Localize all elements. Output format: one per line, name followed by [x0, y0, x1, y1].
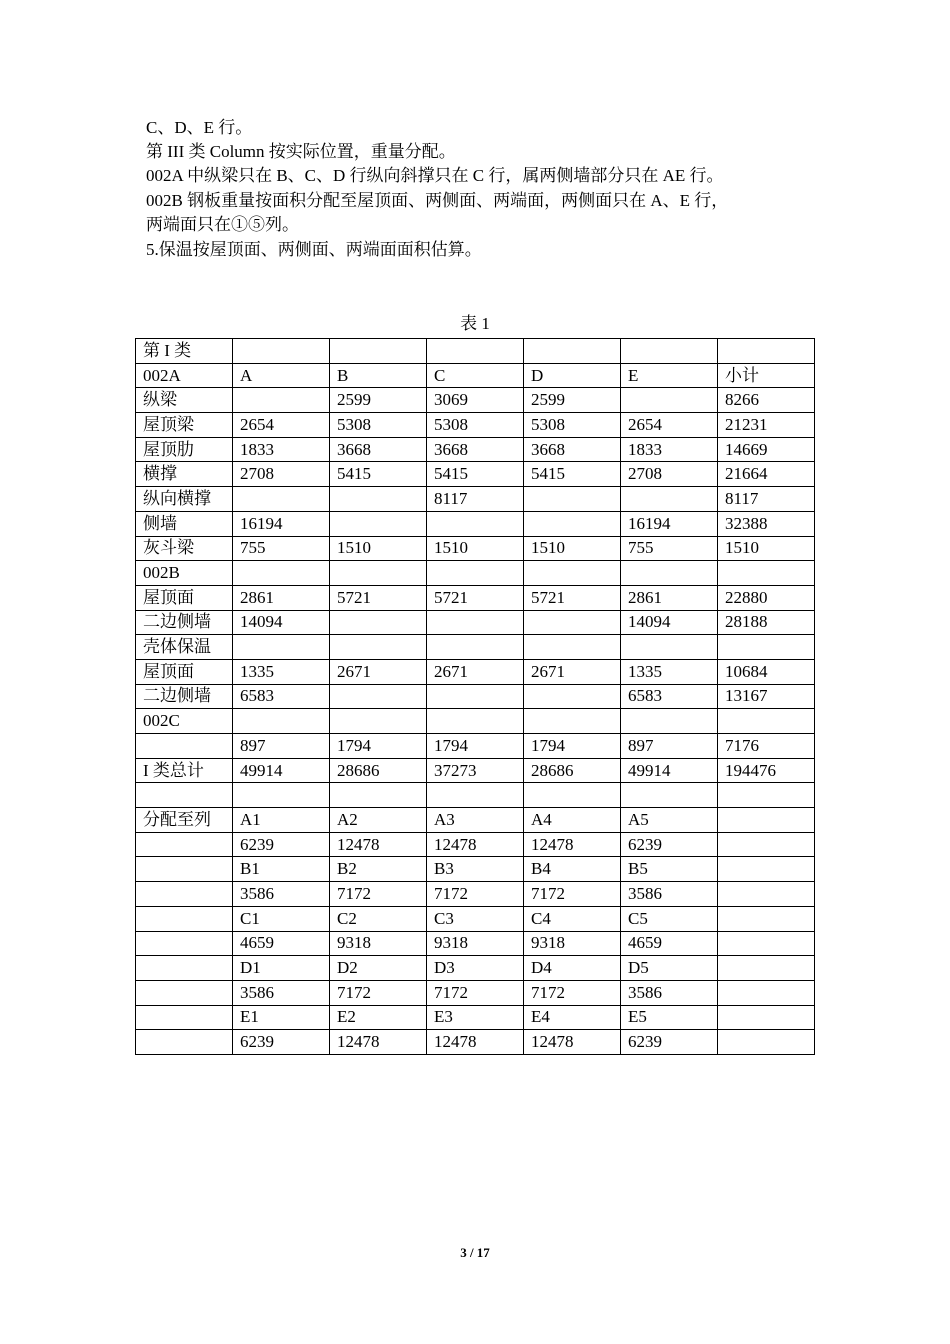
table-cell: 49914: [621, 758, 718, 783]
table-cell: [524, 783, 621, 808]
table-cell: 12478: [330, 832, 427, 857]
paragraph-line: C、D、E 行。: [146, 118, 253, 137]
table-cell: [136, 1005, 233, 1030]
table-cell: E: [621, 363, 718, 388]
table-cell: 灰斗梁: [136, 536, 233, 561]
table-cell: 2861: [233, 585, 330, 610]
table-cell: 1335: [233, 659, 330, 684]
table-cell: [621, 339, 718, 364]
table-cell: 002B: [136, 561, 233, 586]
table-cell: B2: [330, 857, 427, 882]
table-row: [136, 1005, 815, 1030]
table-cell: E4: [524, 1005, 621, 1030]
table-row: [136, 808, 815, 833]
table-body: [136, 339, 815, 1055]
table-cell: 002A: [136, 363, 233, 388]
table-cell: [233, 783, 330, 808]
table-cell: E3: [427, 1005, 524, 1030]
table-row: [136, 783, 815, 808]
table-cell: 二边侧墙: [136, 684, 233, 709]
table-row: [136, 561, 815, 586]
page-number: 3 / 17: [460, 1245, 490, 1260]
table-cell: 2671: [330, 659, 427, 684]
table-row: [136, 635, 815, 660]
table-cell: [330, 783, 427, 808]
table-cell: 14094: [621, 610, 718, 635]
table-cell: 2654: [621, 413, 718, 438]
table-cell: [621, 783, 718, 808]
table-cell: 14669: [718, 437, 815, 462]
table-cell: [136, 931, 233, 956]
table-cell: 9318: [330, 931, 427, 956]
table-cell: [621, 709, 718, 734]
table-cell: 5308: [330, 413, 427, 438]
table-cell: 横撑: [136, 462, 233, 487]
table-cell: 12478: [524, 832, 621, 857]
table-cell: 3586: [621, 980, 718, 1005]
table-cell: [524, 684, 621, 709]
table-cell: 4659: [233, 931, 330, 956]
table-cell: 194476: [718, 758, 815, 783]
table-cell: [330, 511, 427, 536]
table-cell: [330, 610, 427, 635]
table-cell: [427, 610, 524, 635]
table-cell: C2: [330, 906, 427, 931]
table-cell: [136, 857, 233, 882]
table-cell: 16194: [233, 511, 330, 536]
table-cell: 壳体保温: [136, 635, 233, 660]
table-cell: [136, 783, 233, 808]
table-cell: 21231: [718, 413, 815, 438]
table-cell: 28686: [524, 758, 621, 783]
table-cell: 5415: [524, 462, 621, 487]
table-row: [136, 585, 815, 610]
table-row: [136, 462, 815, 487]
table-cell: B3: [427, 857, 524, 882]
table-cell: 755: [621, 536, 718, 561]
table-cell: [524, 561, 621, 586]
table-cell: [718, 808, 815, 833]
table-row: [136, 980, 815, 1005]
table-cell: [524, 339, 621, 364]
table-cell: D3: [427, 956, 524, 981]
table-cell: C1: [233, 906, 330, 931]
table-cell: A4: [524, 808, 621, 833]
table-cell: 分配至列: [136, 808, 233, 833]
table-cell: 13167: [718, 684, 815, 709]
table-cell: 屋顶面: [136, 659, 233, 684]
table-cell: 21664: [718, 462, 815, 487]
table-cell: 5308: [524, 413, 621, 438]
table-cell: [718, 783, 815, 808]
table-cell: A1: [233, 808, 330, 833]
table-cell: 002C: [136, 709, 233, 734]
table-cell: 3668: [427, 437, 524, 462]
table-cell: 3668: [330, 437, 427, 462]
table-cell: A5: [621, 808, 718, 833]
table-cell: [718, 931, 815, 956]
table-cell: 6583: [621, 684, 718, 709]
table-cell: C: [427, 363, 524, 388]
table-row: [136, 1030, 815, 1055]
table-cell: [233, 339, 330, 364]
table-cell: [718, 1030, 815, 1055]
table-cell: 5721: [524, 585, 621, 610]
table-row: [136, 339, 815, 364]
table-cell: [330, 561, 427, 586]
table-cell: 2671: [427, 659, 524, 684]
table-cell: C3: [427, 906, 524, 931]
table-cell: 1833: [621, 437, 718, 462]
table-cell: 1510: [330, 536, 427, 561]
table-cell: [524, 511, 621, 536]
table-cell: [718, 709, 815, 734]
table-cell: 2654: [233, 413, 330, 438]
table-cell: I 类总计: [136, 758, 233, 783]
table-cell: D2: [330, 956, 427, 981]
table-cell: 7172: [524, 980, 621, 1005]
table-cell: 755: [233, 536, 330, 561]
table-cell: [233, 487, 330, 512]
data-table: [135, 338, 815, 1055]
table-cell: 9318: [427, 931, 524, 956]
table-cell: [136, 734, 233, 759]
table-cell: 2671: [524, 659, 621, 684]
table-row: [136, 734, 815, 759]
table-cell: 897: [621, 734, 718, 759]
table-cell: 3586: [233, 980, 330, 1005]
table-cell: 屋顶肋: [136, 437, 233, 462]
table-cell: C5: [621, 906, 718, 931]
table-row: [136, 758, 815, 783]
table-cell: [718, 832, 815, 857]
table-cell: 9318: [524, 931, 621, 956]
table-cell: 纵向横撑: [136, 487, 233, 512]
table-cell: 8117: [718, 487, 815, 512]
table-cell: 6239: [233, 1030, 330, 1055]
table-cell: 二边侧墙: [136, 610, 233, 635]
table-cell: [427, 635, 524, 660]
table-cell: 纵梁: [136, 388, 233, 413]
table-cell: 6239: [621, 832, 718, 857]
table-cell: C4: [524, 906, 621, 931]
table-cell: [718, 956, 815, 981]
table-cell: 7176: [718, 734, 815, 759]
table-cell: 28188: [718, 610, 815, 635]
table-cell: 小计: [718, 363, 815, 388]
table-cell: B5: [621, 857, 718, 882]
table-cell: [718, 339, 815, 364]
table-cell: 5721: [330, 585, 427, 610]
table-cell: 49914: [233, 758, 330, 783]
table-cell: [621, 487, 718, 512]
table-row: [136, 931, 815, 956]
table-cell: [718, 882, 815, 907]
table-cell: 32388: [718, 511, 815, 536]
table-row: [136, 487, 815, 512]
table-cell: 1794: [524, 734, 621, 759]
table-cell: 6239: [233, 832, 330, 857]
table-cell: 10684: [718, 659, 815, 684]
table-cell: [621, 635, 718, 660]
table-cell: [136, 980, 233, 1005]
table-cell: 屋顶梁: [136, 413, 233, 438]
table-row: [136, 956, 815, 981]
table-cell: B1: [233, 857, 330, 882]
table-cell: [136, 906, 233, 931]
table-cell: B: [330, 363, 427, 388]
table-cell: 5415: [427, 462, 524, 487]
table-cell: [233, 561, 330, 586]
table-cell: [233, 635, 330, 660]
table-cell: [136, 956, 233, 981]
table-cell: 4659: [621, 931, 718, 956]
table-cell: E1: [233, 1005, 330, 1030]
table-row: [136, 882, 815, 907]
table-cell: E5: [621, 1005, 718, 1030]
table-cell: D5: [621, 956, 718, 981]
table-cell: 14094: [233, 610, 330, 635]
table-cell: 12478: [427, 1030, 524, 1055]
table-row: [136, 857, 815, 882]
table-cell: [136, 832, 233, 857]
table-cell: [718, 980, 815, 1005]
table-cell: A: [233, 363, 330, 388]
table-cell: [621, 388, 718, 413]
table-cell: [427, 561, 524, 586]
table-cell: [718, 635, 815, 660]
table-cell: [330, 339, 427, 364]
table-row: [136, 363, 815, 388]
table-cell: 2861: [621, 585, 718, 610]
table-cell: [427, 511, 524, 536]
table-cell: [718, 1005, 815, 1030]
table-row: [136, 906, 815, 931]
table-cell: 屋顶面: [136, 585, 233, 610]
table-cell: 3586: [621, 882, 718, 907]
table-cell: 7172: [330, 980, 427, 1005]
table-cell: A2: [330, 808, 427, 833]
table-cell: 6239: [621, 1030, 718, 1055]
paragraph-line: 002A 中纵梁只在 B、C、D 行纵向斜撑只在 C 行，属两侧墙部分只在 AE 行。: [146, 166, 724, 185]
table-cell: 2599: [524, 388, 621, 413]
table-cell: D: [524, 363, 621, 388]
table-cell: 7172: [524, 882, 621, 907]
table-cell: 2708: [233, 462, 330, 487]
table-cell: 2708: [621, 462, 718, 487]
table-cell: 12478: [330, 1030, 427, 1055]
paragraph-line: 第 III 类 Column 按实际位置，重量分配。: [146, 142, 456, 161]
table-row: [136, 610, 815, 635]
table-cell: [427, 709, 524, 734]
table-cell: 第 I 类: [136, 339, 233, 364]
table-row: [136, 437, 815, 462]
table-row: [136, 413, 815, 438]
table-cell: D1: [233, 956, 330, 981]
table-cell: [136, 1030, 233, 1055]
table-cell: [718, 906, 815, 931]
table-cell: [524, 635, 621, 660]
table-row: [136, 832, 815, 857]
table-cell: 5721: [427, 585, 524, 610]
table-cell: [718, 857, 815, 882]
table-row: [136, 536, 815, 561]
table-cell: 1833: [233, 437, 330, 462]
table-cell: 2599: [330, 388, 427, 413]
table-cell: 1510: [427, 536, 524, 561]
table-cell: [233, 388, 330, 413]
table-row: [136, 659, 815, 684]
table-cell: 22880: [718, 585, 815, 610]
table-cell: 5308: [427, 413, 524, 438]
table-cell: 3586: [233, 882, 330, 907]
table-cell: 侧墙: [136, 511, 233, 536]
table-cell: [233, 709, 330, 734]
table-cell: [330, 684, 427, 709]
table-cell: 1794: [330, 734, 427, 759]
table-cell: B4: [524, 857, 621, 882]
table-cell: [427, 339, 524, 364]
table-cell: [427, 783, 524, 808]
table-cell: 12478: [427, 832, 524, 857]
table-cell: [524, 709, 621, 734]
table-cell: [330, 709, 427, 734]
table-cell: 1510: [524, 536, 621, 561]
table-cell: [718, 561, 815, 586]
table-cell: 37273: [427, 758, 524, 783]
table-cell: 16194: [621, 511, 718, 536]
table-caption: 表 1: [460, 314, 490, 333]
table-cell: 7172: [330, 882, 427, 907]
table-cell: 897: [233, 734, 330, 759]
table-cell: [330, 487, 427, 512]
table-cell: [524, 487, 621, 512]
table-cell: 8266: [718, 388, 815, 413]
table-row: [136, 388, 815, 413]
paragraph-line: 002B 钢板重量按面积分配至屋顶面、两侧面、两端面，两侧面只在 A、E 行，: [146, 191, 729, 210]
table-cell: 5415: [330, 462, 427, 487]
paragraph-line: 两端面只在①⑤列。: [146, 215, 299, 234]
table-cell: D4: [524, 956, 621, 981]
table-cell: 3668: [524, 437, 621, 462]
table-cell: 8117: [427, 487, 524, 512]
table-row: [136, 709, 815, 734]
table-row: [136, 511, 815, 536]
table-cell: 1794: [427, 734, 524, 759]
table-cell: A3: [427, 808, 524, 833]
table-cell: [330, 635, 427, 660]
table-cell: E2: [330, 1005, 427, 1030]
table-cell: [524, 610, 621, 635]
paragraph-line: 5.保温按屋顶面、两侧面、两端面面积估算。: [146, 240, 482, 259]
table-cell: 7172: [427, 980, 524, 1005]
table-cell: 7172: [427, 882, 524, 907]
table-cell: 1335: [621, 659, 718, 684]
table-cell: [136, 882, 233, 907]
table-cell: [427, 684, 524, 709]
table-cell: 6583: [233, 684, 330, 709]
table-cell: [621, 561, 718, 586]
table-row: [136, 684, 815, 709]
table-cell: 1510: [718, 536, 815, 561]
table-cell: 12478: [524, 1030, 621, 1055]
table-cell: 28686: [330, 758, 427, 783]
table-cell: 3069: [427, 388, 524, 413]
